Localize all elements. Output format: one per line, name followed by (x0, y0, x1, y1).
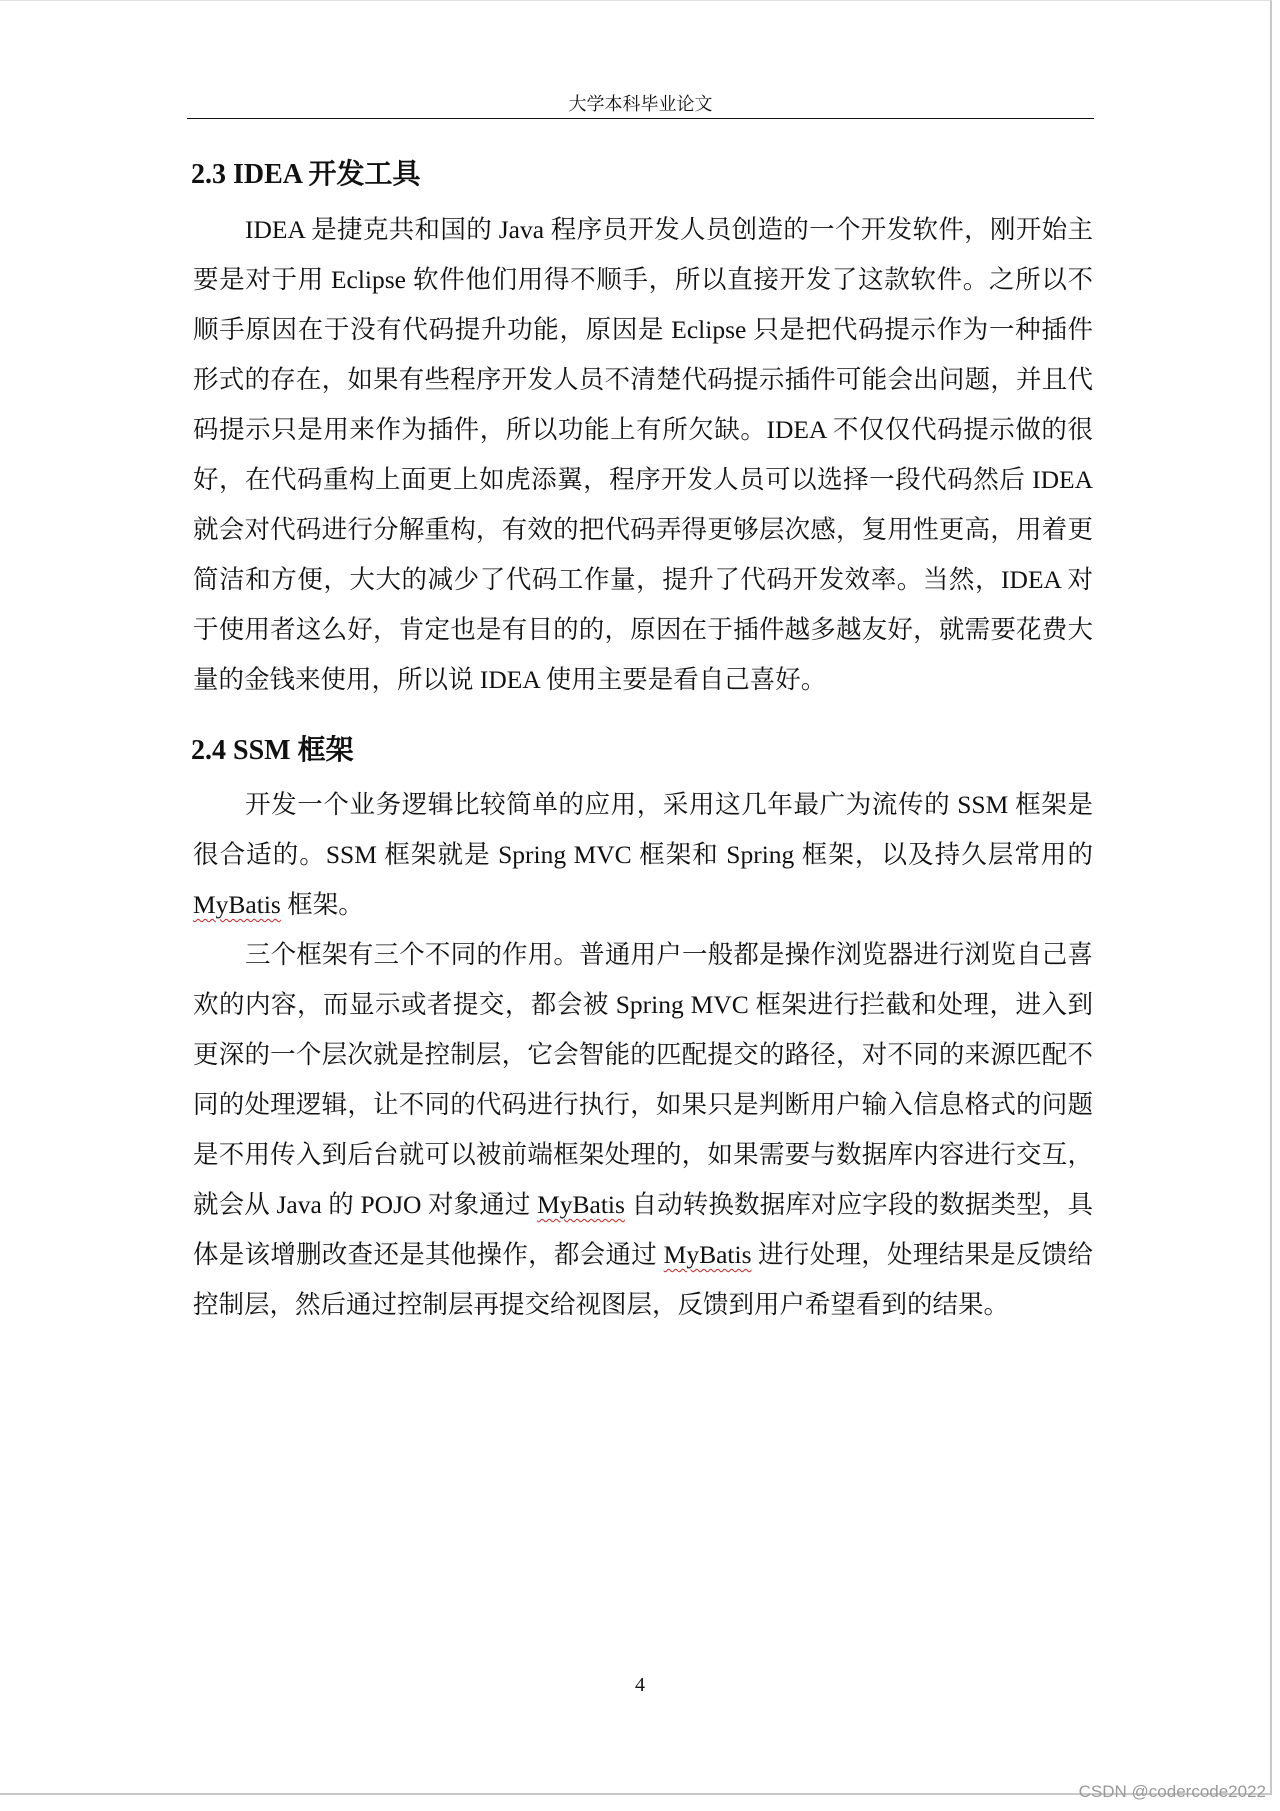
spellcheck-flagged-word: MyBatis (663, 1240, 752, 1269)
text-line: 更深的一个层次就是控制层，它会智能的匹配提交的路径，对不同的来源匹配不 (193, 1040, 1093, 1069)
text-line (193, 1230, 1093, 1280)
header-rule (187, 118, 1094, 119)
paragraph-ssm-roles (193, 930, 1093, 1330)
text-line: 三个框架有三个不同的作用。普通用户一般都是操作浏览器进行浏览自己喜 (245, 940, 1093, 969)
text-line: 量的金钱来使用，所以说 IDEA 使用主要是看自己喜好。 (193, 665, 827, 694)
text-line: 同的处理逻辑，让不同的代码进行执行，如果只是判断用户输入信息格式的问题 (193, 1090, 1093, 1119)
text-line: 是不用传入到后台就可以被前端框架处理的，如果需要与数据库内容进行交互， (193, 1140, 1093, 1169)
text-segment: 就会从 Java 的 POJO 对象通过 (193, 1190, 538, 1219)
text-line: 形式的存在，如果有些程序开发人员不清楚代码提示插件可能会出问题，并且代 (193, 365, 1093, 394)
text-line: 顺手原因在于没有代码提升功能，原因是 Eclipse 只是把代码提示作为一种插件 (193, 315, 1093, 344)
text-line (193, 880, 1093, 930)
text-line: IDEA 是捷克共和国的 Java 程序员开发人员创造的一个开发软件，刚开始主 (245, 215, 1093, 244)
running-header: 大学本科毕业论文 (568, 94, 713, 114)
page-number: 4 (635, 1674, 645, 1696)
text-line: 好，在代码重构上面更上如虎添翼，程序开发人员可以选择一段代码然后 IDEA (193, 465, 1093, 494)
text-line: 简洁和方便，大大的减少了代码工作量，提升了代码开发效率。当然，IDEA 对 (193, 565, 1093, 594)
text-line: 就会对代码进行分解重构，有效的把代码弄得更够层次感，复用性更高，用着更 (193, 515, 1093, 544)
text-line: 很合适的。SSM 框架就是 Spring MVC 框架和 Spring 框架，以及持久层常用的 (193, 840, 1093, 869)
text-line: 于使用者这么好，肯定也是有目的的，原因在于插件越多越友好，就需要花费大 (193, 615, 1093, 644)
text-segment: 进行处理，处理结果是反馈给 (751, 1240, 1093, 1269)
spellcheck-flagged-word: MyBatis (537, 1190, 625, 1219)
text-segment: 体是该增删改查还是其他操作，都会通过 (193, 1240, 664, 1269)
text-segment: 自动转换数据库对应字段的数据类型，具 (624, 1190, 1093, 1219)
text-line: 要是对于用 Eclipse 软件他们用得不顺手，所以直接开发了这款软件。之所以不 (193, 265, 1093, 294)
paragraph-idea (193, 205, 1093, 705)
watermark: CSDN @codercode2022 (1078, 1782, 1266, 1801)
section-heading-2-4: 2.4 SSM 框架 (191, 735, 354, 766)
text-line: 开发一个业务逻辑比较简单的应用，采用这几年最广为流传的 SSM 框架是 (245, 790, 1093, 819)
section-heading-2-3: 2.3 IDEA 开发工具 (191, 159, 421, 190)
text-line: 欢的内容，而显示或者提交，都会被 Spring MVC 框架进行拦截和处理，进入到 (193, 990, 1093, 1019)
text-line: 控制层，然后通过控制层再提交给视图层，反馈到用户希望看到的结果。 (193, 1290, 1010, 1319)
spellcheck-flagged-word: MyBatis (193, 890, 281, 919)
paragraph-ssm-intro (193, 780, 1093, 930)
text-line (193, 1180, 1093, 1230)
text-line: 码提示只是用来作为插件，所以功能上有所欠缺。IDEA 不仅仅代码提示做的很 (193, 415, 1093, 444)
text-segment: 框架。 (280, 890, 364, 919)
